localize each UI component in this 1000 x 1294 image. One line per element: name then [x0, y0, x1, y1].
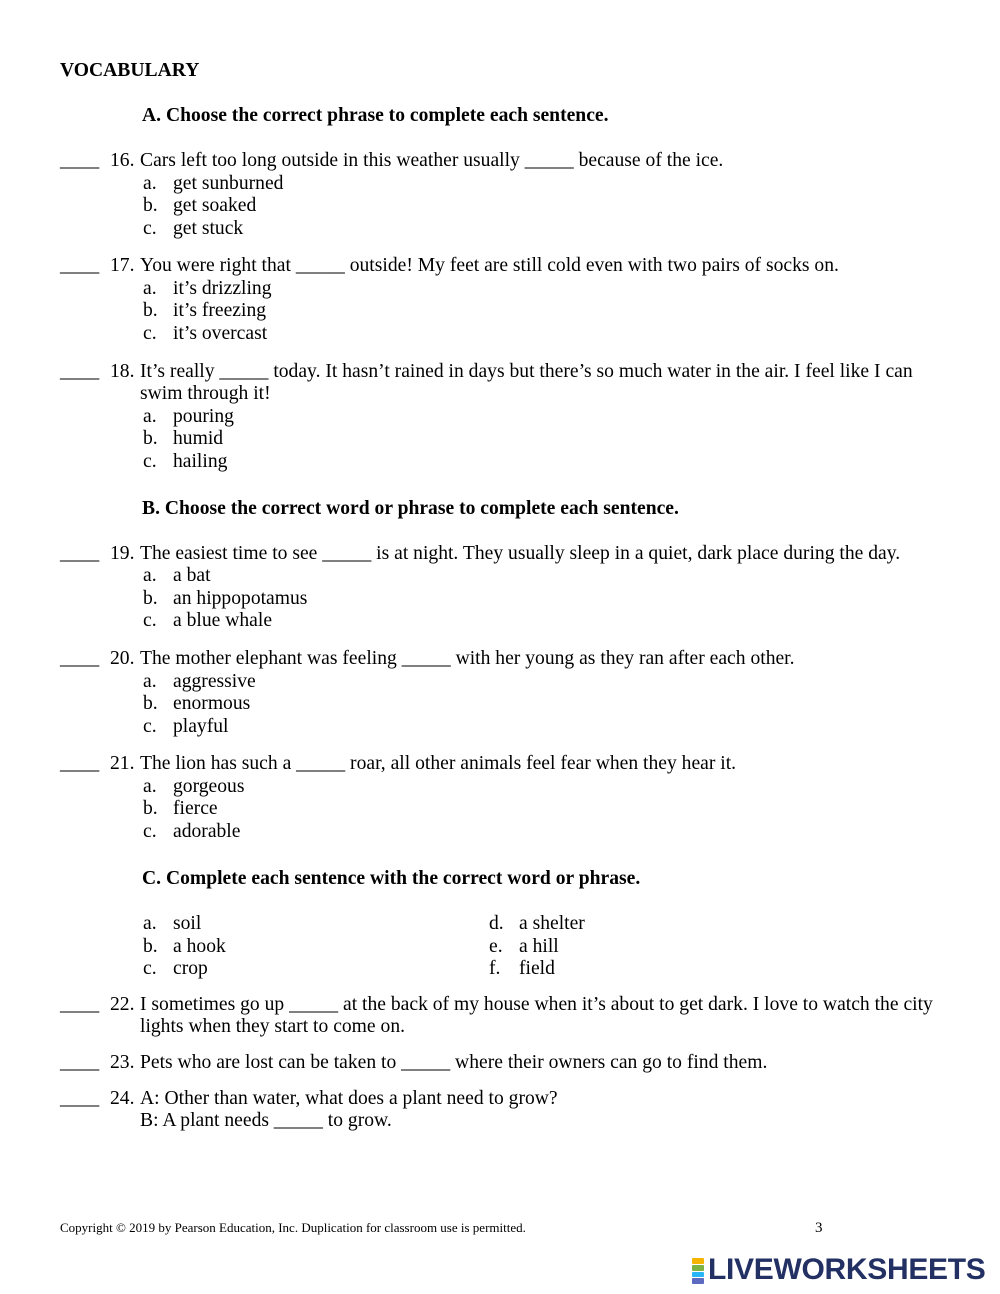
copyright-notice: Copyright © 2019 by Pearson Education, Inc. Duplication for classroom use is permitted.: [60, 1220, 526, 1235]
word-bank-item-b: a hook: [173, 936, 226, 957]
question-text: The lion has such a _____ roar, all other animals feel fear when they hear it.: [140, 753, 737, 774]
liveworksheets-logo[interactable]: [692, 1255, 992, 1285]
option-letter: c.: [143, 821, 157, 842]
answer-blank[interactable]: ____: [60, 753, 100, 774]
option-letter: a.: [143, 565, 157, 586]
answer-blank[interactable]: ____: [60, 1052, 100, 1073]
question-text: swim through it!: [140, 383, 271, 404]
question-number: 22.: [110, 994, 135, 1015]
page-number: 3: [815, 1220, 823, 1236]
option-letter: b.: [143, 588, 158, 609]
option-text: playful: [173, 716, 229, 737]
question-21-option-b: [0, 798, 1000, 821]
option-letter: a.: [143, 776, 157, 797]
option-text: it’s freezing: [173, 300, 267, 321]
logo-tiles-icon: [692, 1258, 704, 1284]
question-16-option-c: [0, 218, 1000, 241]
question-text: Pets who are lost can be taken to _____ where their owners can go to find them.: [140, 1052, 768, 1073]
question-number: 19.: [110, 543, 135, 564]
question-16-option-a: [0, 173, 1000, 196]
option-letter: a.: [143, 278, 157, 299]
question-21-option-a: [0, 776, 1000, 799]
word-bank-item-c: crop: [173, 958, 208, 979]
question-17: [0, 255, 1000, 278]
question-21: [0, 753, 1000, 776]
question-18-option-a: [0, 406, 1000, 429]
option-letter: a.: [143, 173, 157, 194]
option-text: gorgeous: [173, 776, 245, 797]
question-18: [0, 361, 1000, 384]
instruction-text: A. Choose the correct phrase to complete each sentence.: [142, 105, 609, 126]
question-number: 17.: [110, 255, 135, 276]
option-letter: c.: [143, 323, 157, 344]
answer-blank[interactable]: ____: [60, 1088, 100, 1109]
word-bank-letter: e.: [489, 936, 503, 957]
word-bank-row: [0, 913, 1000, 936]
option-text: a blue whale: [173, 610, 273, 631]
word-bank-letter: d.: [489, 913, 504, 934]
answer-blank[interactable]: ____: [60, 361, 100, 382]
logo-wordmark: LIVEWORKSHEETS: [708, 1253, 986, 1286]
option-text: it’s overcast: [173, 323, 268, 344]
option-text: adorable: [173, 821, 241, 842]
option-text: hailing: [173, 451, 228, 472]
instruction-text: B. Choose the correct word or phrase to complete each sentence.: [142, 498, 679, 519]
question-16-option-b: [0, 195, 1000, 218]
question-text: lights when they start to come on.: [140, 1016, 406, 1037]
option-letter: b.: [143, 693, 158, 714]
question-number: 23.: [110, 1052, 135, 1073]
word-bank-item-a: soil: [173, 913, 202, 934]
word-bank-letter: a.: [143, 913, 157, 934]
word-bank-row: [0, 936, 1000, 959]
section-b-instruction: [0, 498, 1000, 521]
question-20-option-a: [0, 671, 1000, 694]
question-17-option-c: [0, 323, 1000, 346]
option-text: get sunburned: [173, 173, 284, 194]
question-number: 16.: [110, 150, 135, 171]
question-17-option-b: [0, 300, 1000, 323]
question-17-option-a: [0, 278, 1000, 301]
answer-blank[interactable]: ____: [60, 994, 100, 1015]
option-letter: a.: [143, 406, 157, 427]
option-text: fierce: [173, 798, 218, 819]
logo-tile: [692, 1272, 704, 1278]
section-a-instruction: [0, 105, 1000, 128]
question-text: I sometimes go up _____ at the back of my house when it’s about to get dark. I love to watch the city: [140, 994, 933, 1015]
option-letter: b.: [143, 428, 158, 449]
word-bank-item-f: field: [519, 958, 555, 979]
question-22: [0, 994, 1000, 1017]
answer-blank[interactable]: ____: [60, 648, 100, 669]
answer-blank[interactable]: ____: [60, 150, 100, 171]
question-number: 18.: [110, 361, 135, 382]
option-letter: b.: [143, 798, 158, 819]
question-24: [0, 1088, 1000, 1111]
question-24-continuation: [0, 1110, 1000, 1133]
option-text: a bat: [173, 565, 211, 586]
option-text: humid: [173, 428, 224, 449]
word-bank-letter: f.: [489, 958, 501, 979]
question-text: B: A plant needs _____ to grow.: [140, 1110, 392, 1131]
question-21-option-c: [0, 821, 1000, 844]
question-20-option-c: [0, 716, 1000, 739]
word-bank-row: [0, 958, 1000, 981]
logo-tile: [692, 1278, 704, 1284]
question-text: The easiest time to see _____ is at night. They usually sleep in a quiet, dark place during the day.: [140, 543, 901, 564]
question-number: 24.: [110, 1088, 135, 1109]
question-number: 20.: [110, 648, 135, 669]
question-19: [0, 543, 1000, 566]
section-c-instruction: [0, 868, 1000, 891]
option-letter: c.: [143, 451, 157, 472]
option-letter: c.: [143, 218, 157, 239]
option-text: get soaked: [173, 195, 257, 216]
option-text: pouring: [173, 406, 234, 427]
question-20-option-b: [0, 693, 1000, 716]
question-19-option-a: [0, 565, 1000, 588]
question-18-option-b: [0, 428, 1000, 451]
question-number: 21.: [110, 753, 135, 774]
question-22-continuation: [0, 1016, 1000, 1039]
option-letter: b.: [143, 195, 158, 216]
question-text: You were right that _____ outside! My feet are still cold even with two pairs of socks on.: [140, 255, 839, 276]
option-text: get stuck: [173, 218, 244, 239]
word-bank-letter: b.: [143, 936, 158, 957]
option-letter: c.: [143, 610, 157, 631]
answer-blank[interactable]: ____: [60, 543, 100, 564]
answer-blank[interactable]: ____: [60, 255, 100, 276]
question-20: [0, 648, 1000, 671]
heading-row: [0, 60, 1000, 83]
word-bank-item-d: a shelter: [519, 913, 585, 934]
instruction-text: C. Complete each sentence with the correct word or phrase.: [142, 868, 641, 889]
question-19-option-b: [0, 588, 1000, 611]
option-letter: c.: [143, 716, 157, 737]
page-title: VOCABULARY: [60, 60, 200, 81]
logo-tile: [692, 1258, 704, 1264]
question-text: Cars left too long outside in this weather usually _____ because of the ice.: [140, 150, 724, 171]
logo-tile: [692, 1265, 704, 1271]
option-letter: b.: [143, 300, 158, 321]
option-text: an hippopotamus: [173, 588, 308, 609]
question-text: The mother elephant was feeling _____ with her young as they ran after each other.: [140, 648, 795, 669]
question-18-continuation: [0, 383, 1000, 406]
word-bank-letter: c.: [143, 958, 157, 979]
option-text: it’s drizzling: [173, 278, 272, 299]
question-text: A: Other than water, what does a plant need to grow?: [140, 1088, 558, 1109]
option-text: enormous: [173, 693, 251, 714]
question-18-option-c: [0, 451, 1000, 474]
option-letter: a.: [143, 671, 157, 692]
question-23: [0, 1052, 1000, 1075]
word-bank-item-e: a hill: [519, 936, 559, 957]
question-19-option-c: [0, 610, 1000, 633]
option-text: aggressive: [173, 671, 256, 692]
question-text: It’s really _____ today. It hasn’t rained in days but there’s so much water in the air. I feel like I can: [140, 361, 913, 382]
question-16: [0, 150, 1000, 173]
